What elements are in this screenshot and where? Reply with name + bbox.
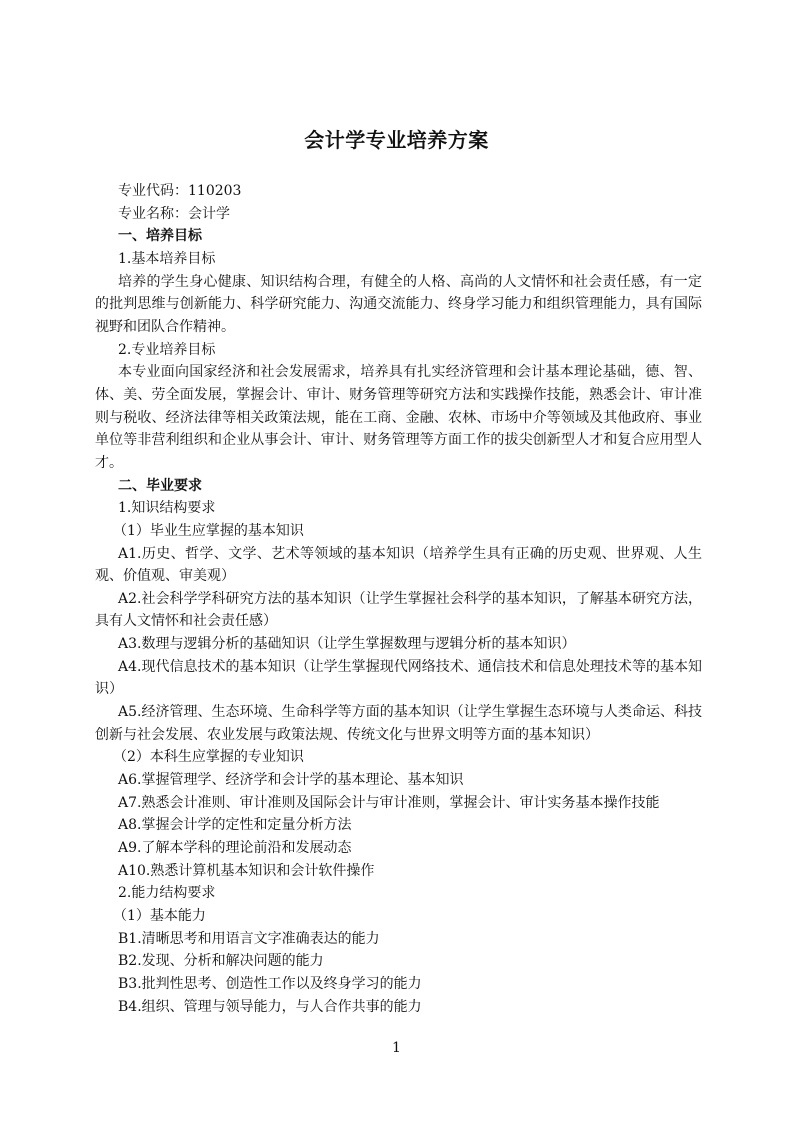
subheading-knowledge: 1.知识结构要求	[118, 500, 216, 517]
paragraph-professional-goal: 本专业面向国家经济和社会发展需求，培养具有扎实经济管理和会计基本理论基础，德、智、体、美、劳全面发展，掌握会计、审计、财务管理等研究方法和实践操作技能，熟悉会计、审计准则与税收、经济法律等相关政策法规，能在工商、金融、农林、市场中介等领域及其他政府、事业单位等非营利组织和企业从事会计、审计、财务管理等方面工作的拔尖创新型人才和复合应用型人才。	[95, 364, 702, 471]
list-item: B4.组织、管理与领导能力，与人合作共事的能力	[118, 998, 422, 1015]
list-item: A4.现代信息技术的基本知识（让学生掌握现代网络技术、通信技术和信息处理技术等的基本知识）	[95, 658, 702, 698]
list-item: A1.历史、哲学、文学、艺术等领域的基本知识（培养学生具有正确的历史观、世界观、人生观、价值观、审美观）	[95, 545, 702, 585]
list-item: A10.熟悉计算机基本知识和会计软件操作	[118, 862, 375, 879]
page-title: 会计学专业培养方案	[304, 128, 489, 152]
list-item: A6.掌握管理学、经济学和会计学的基本理论、基本知识	[118, 772, 464, 789]
list-item: B2.发现、分析和解决问题的能力	[118, 953, 324, 970]
section-heading-requirements: 二、毕业要求	[118, 477, 202, 494]
subheading-basic-ability: （1）基本能力	[113, 908, 206, 924]
list-item: A3.数理与逻辑分析的基础知识（让学生掌握数理与逻辑分析的基本知识）	[118, 636, 576, 653]
paragraph-basic-goal: 培养的学生身心健康、知识结构合理，有健全的人格、高尚的人文情怀和社会责任感，有一定的批判思维与创新能力、科学研究能力、沟通交流能力、终身学习能力和组织管理能力，具有国际视野和团队合作精神。	[95, 273, 702, 335]
list-item: B1.清晰思考和用语言文字准确表达的能力	[118, 930, 380, 947]
list-item: A9.了解本学科的理论前沿和发展动态	[118, 840, 352, 857]
list-item: A5.经济管理、生态环境、生命科学等方面的基本知识（让学生掌握生态环境与人类命运、科技创新与社会发展、农业发展与政策法规、传统文化与世界文明等方面的基本知识）	[95, 704, 702, 743]
section-heading-goals: 一、培养目标	[118, 228, 202, 245]
major-code: 专业代码：110203	[118, 183, 242, 199]
list-item: B3.批判性思考、创造性工作以及终身学习的能力	[118, 975, 422, 992]
major-name: 专业名称：会计学	[118, 205, 230, 222]
subheading-basic-knowledge: （1）毕业生应掌握的基本知识	[113, 522, 304, 539]
list-item: A2.社会科学学科研究方法的基本知识（让学生掌握社会科学的基本知识，了解基本研究方法，具有人文情怀和社会责任感）	[95, 590, 702, 630]
page-number: 1	[392, 1040, 401, 1056]
list-item: A8.掌握会计学的定性和定量分析方法	[118, 817, 352, 834]
subheading-basic-goal: 1.基本培养目标	[118, 250, 216, 267]
subheading-ability: 2.能力结构要求	[118, 885, 216, 902]
subheading-professional-knowledge: （2）本科生应掌握的专业知识	[113, 749, 304, 766]
list-item: A7.熟悉会计准则、审计准则及国际会计与审计准则，掌握会计、审计实务基本操作技能	[118, 794, 660, 811]
subheading-professional-goal: 2.专业培养目标	[118, 341, 216, 358]
document-body	[95, 180, 702, 1018]
